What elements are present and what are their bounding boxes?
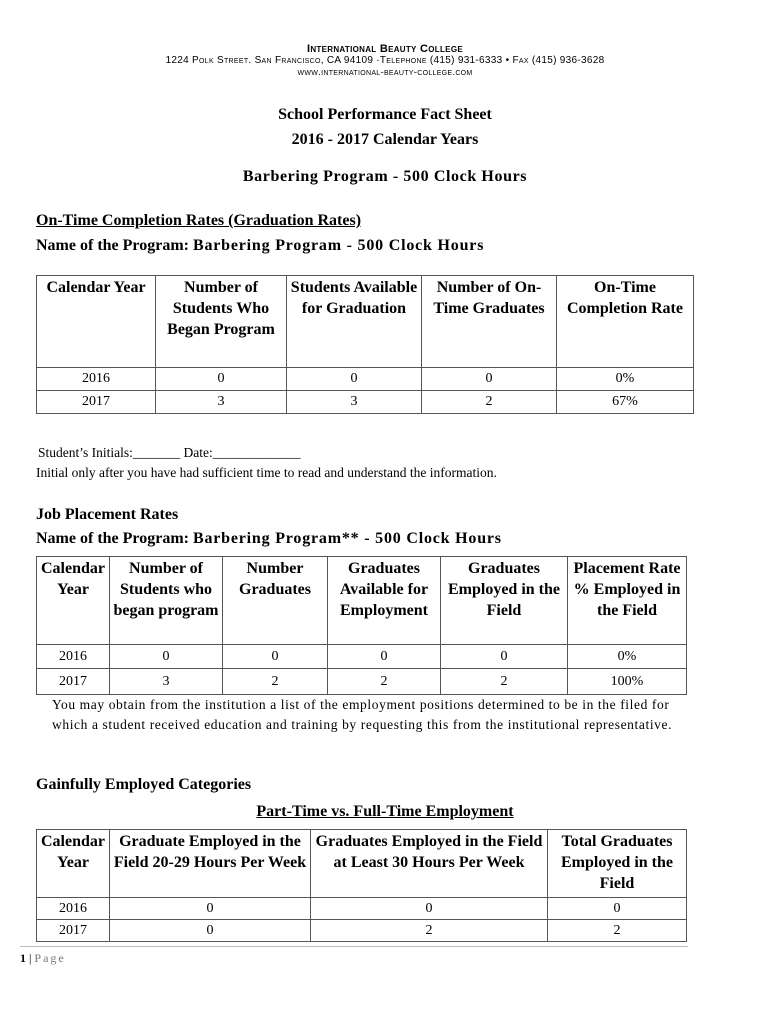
page-number: 1 xyxy=(20,951,26,965)
table-cell: 0 xyxy=(287,368,422,391)
table-header: Students Available for Graduation xyxy=(287,276,422,368)
program-name: Barbering Program - 500 Clock Hours xyxy=(192,237,485,254)
table-cell: 0 xyxy=(548,898,687,920)
placement-program-line xyxy=(36,530,502,548)
table-row xyxy=(37,368,694,391)
table-cell: 2 xyxy=(422,391,557,414)
completion-program-line xyxy=(36,237,484,255)
table-header-row xyxy=(37,830,687,898)
placement-heading: Job Placement Rates xyxy=(36,506,179,523)
table-cell: 2017 xyxy=(37,391,156,414)
table-cell: 0 xyxy=(156,368,287,391)
table-row xyxy=(37,391,694,414)
table-header: Number Graduates xyxy=(223,557,328,645)
table-header: Calendar Year xyxy=(37,276,156,368)
table-row xyxy=(37,645,687,669)
table-header: Calendar Year xyxy=(37,557,110,645)
page-footer: 1 | Page xyxy=(20,951,66,965)
placement-note: You may obtain from the institution a list of the employment positions determined to be in the filed for which a student received education and training by requesting this from the institutional representative. xyxy=(52,697,673,732)
college-address: 1224 Polk Street. San Francisco, CA 94109 ·Telephone (415) 931-6333 • Fax (415) 936-3628 xyxy=(165,55,605,66)
table-cell: 0 xyxy=(328,645,441,669)
gainful-table xyxy=(36,829,687,942)
program-name: Barbering Program** - 500 Clock Hours xyxy=(192,530,502,547)
table-header: Number of On-Time Graduates xyxy=(422,276,557,368)
table-cell: 0 xyxy=(110,898,311,920)
table-cell: 2 xyxy=(548,920,687,942)
table-cell: 0 xyxy=(422,368,557,391)
table-row xyxy=(37,920,687,942)
table-cell: 2 xyxy=(441,669,568,695)
table-header: Number of Students Who Began Program xyxy=(156,276,287,368)
college-name: International Beauty College xyxy=(307,43,463,55)
table-header-row xyxy=(37,276,694,368)
letterhead xyxy=(0,43,770,79)
table-header: Graduates Employed in the Field xyxy=(441,557,568,645)
document-title: School Performance Fact Sheet xyxy=(278,106,492,123)
table-cell: 0% xyxy=(557,368,694,391)
college-website: www.international-beauty-college.com xyxy=(297,67,473,78)
gainful-subheading: Part-Time vs. Full-Time Employment xyxy=(256,803,514,820)
table-header: Graduates Available for Employment xyxy=(328,557,441,645)
initials-instruction: Initial only after you have had sufficient time to read and understand the information. xyxy=(36,465,497,480)
completion-table xyxy=(36,275,694,414)
table-header: Graduates Employed in the Field at Least 30 Hours Per Week xyxy=(311,830,548,898)
table-header: Total Graduates Employed in the Field xyxy=(548,830,687,898)
table-header: On-Time Completion Rate xyxy=(557,276,694,368)
table-row xyxy=(37,898,687,920)
table-cell: 0 xyxy=(110,645,223,669)
table-cell: 2 xyxy=(328,669,441,695)
table-cell: 67% xyxy=(557,391,694,414)
table-cell: 100% xyxy=(568,669,687,695)
table-header: Placement Rate % Employed in the Field xyxy=(568,557,687,645)
gainful-heading: Gainfully Employed Categories xyxy=(36,776,252,793)
table-cell: 0 xyxy=(311,898,548,920)
completion-heading: On-Time Completion Rates (Graduation Rates) xyxy=(36,212,362,229)
table-cell: 2016 xyxy=(37,368,156,391)
program-title: Barbering Program - 500 Clock Hours xyxy=(242,168,528,185)
table-cell: 3 xyxy=(156,391,287,414)
program-label: Name of the Program: xyxy=(36,237,189,254)
table-header: Number of Students who began program xyxy=(110,557,223,645)
initials-line: Student’s Initials:_______ Date:_____________ xyxy=(38,445,301,460)
table-cell: 0% xyxy=(568,645,687,669)
page-label: Page xyxy=(34,951,66,965)
table-cell: 0 xyxy=(441,645,568,669)
table-row xyxy=(37,669,687,695)
table-cell: 2017 xyxy=(37,669,110,695)
document-years: 2016 - 2017 Calendar Years xyxy=(291,131,479,148)
table-cell: 2016 xyxy=(37,898,110,920)
table-cell: 3 xyxy=(287,391,422,414)
table-header: Calendar Year xyxy=(37,830,110,898)
table-header-row xyxy=(37,557,687,645)
table-cell: 2 xyxy=(311,920,548,942)
table-header: Graduate Employed in the Field 20-29 Hours Per Week xyxy=(110,830,311,898)
program-label: Name of the Program: xyxy=(36,530,189,547)
table-cell: 0 xyxy=(223,645,328,669)
table-cell: 3 xyxy=(110,669,223,695)
table-cell: 2017 xyxy=(37,920,110,942)
footer-divider xyxy=(20,946,688,947)
table-cell: 2 xyxy=(223,669,328,695)
table-cell: 2016 xyxy=(37,645,110,669)
placement-table xyxy=(36,556,687,695)
table-cell: 0 xyxy=(110,920,311,942)
